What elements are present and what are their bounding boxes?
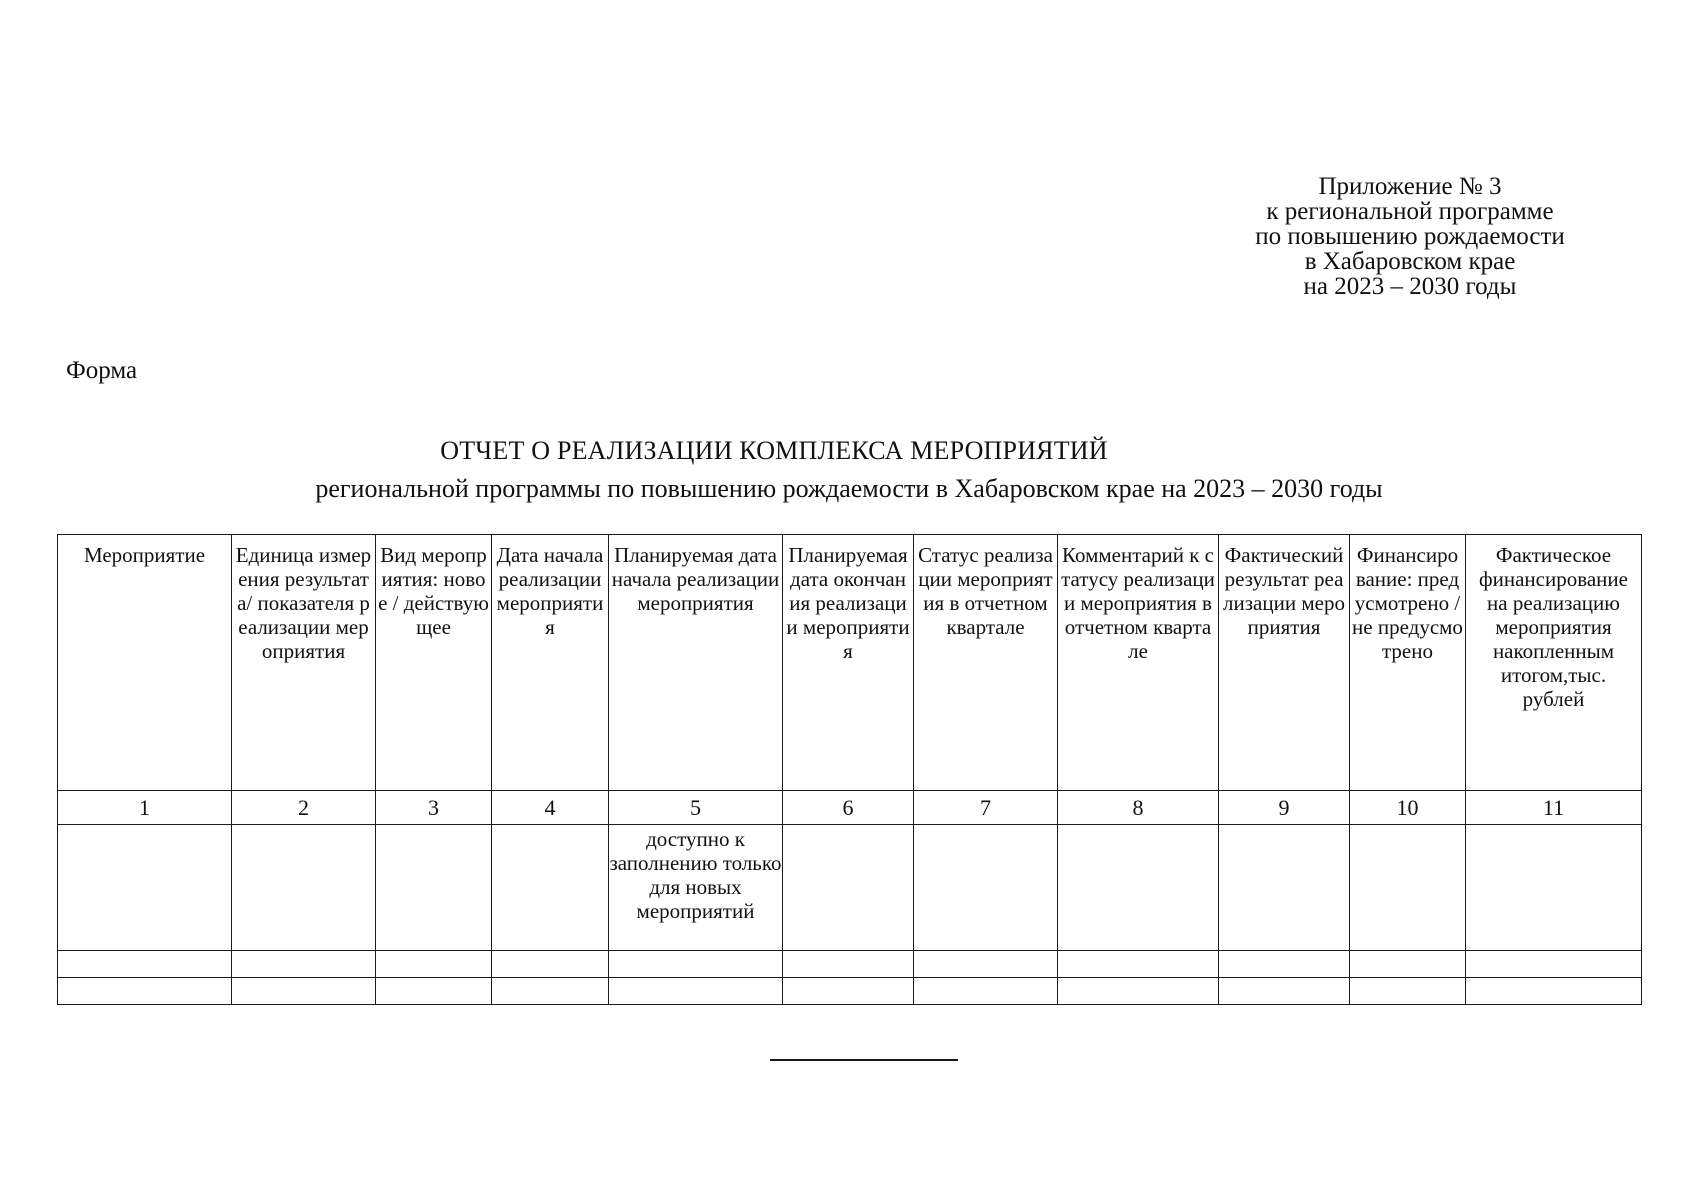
report-table: [57, 534, 1642, 1005]
table-cell[interactable]: [1466, 951, 1642, 978]
column-number: 5: [609, 791, 783, 825]
column-number: 4: [492, 791, 609, 825]
header-cell: Статус реализации мероприятия в отчетном квартале: [914, 535, 1058, 791]
table-cell[interactable]: [1219, 951, 1350, 978]
table-cell[interactable]: [914, 978, 1058, 1005]
header-cell: Дата начала реализации мероприятия: [492, 535, 609, 791]
appendix-block: [1180, 174, 1640, 299]
table-cell[interactable]: [914, 825, 1058, 951]
table-cell[interactable]: [1350, 825, 1466, 951]
title-sub: региональной программы по повышению рождаемости в Хабаровском крае на 2023 – 2030 годы: [315, 474, 1383, 503]
column-number: 2: [232, 791, 376, 825]
column-number: 9: [1219, 791, 1350, 825]
table-cell[interactable]: [1058, 978, 1219, 1005]
table-cell[interactable]: [1058, 951, 1219, 978]
appendix-line: Приложение № 3: [1318, 173, 1502, 200]
header-cell: Планируемая дата окончания реализации мероприятия: [783, 535, 914, 791]
table-cell[interactable]: [376, 951, 492, 978]
document-title: [0, 435, 1698, 505]
appendix-line: на 2023 – 2030 годы: [1303, 273, 1517, 300]
column-number-row: [58, 791, 1642, 825]
header-cell: Вид мероприятия: новое / действующее: [376, 535, 492, 791]
table-cell[interactable]: [492, 978, 609, 1005]
table-cell[interactable]: [232, 978, 376, 1005]
table-cell[interactable]: [783, 825, 914, 951]
header-cell: Фактическое финансирование на реализацию мероприятия накопленным итогом,тыс. рублей: [1466, 535, 1642, 791]
table-cell[interactable]: [1350, 978, 1466, 1005]
column-number: 6: [783, 791, 914, 825]
column-number: 10: [1350, 791, 1466, 825]
table-cell[interactable]: [376, 825, 492, 951]
table-cell[interactable]: [58, 978, 232, 1005]
table-cell[interactable]: [1219, 825, 1350, 951]
table-cell[interactable]: [58, 825, 232, 951]
table-row: [58, 825, 1642, 951]
table-cell[interactable]: [914, 951, 1058, 978]
table-row: [58, 978, 1642, 1005]
header-cell: Комментарий к статусу реализации мероприятия вотчетном квартале: [1058, 535, 1219, 791]
table-cell-note[interactable]: доступно к заполнению только для новых мероприятий: [609, 825, 783, 951]
table-cell[interactable]: [1219, 978, 1350, 1005]
table-cell[interactable]: [1350, 951, 1466, 978]
table-cell[interactable]: [609, 978, 783, 1005]
table-cell[interactable]: [783, 951, 914, 978]
table-cell[interactable]: [1466, 978, 1642, 1005]
table-cell[interactable]: [376, 978, 492, 1005]
form-label: Форма: [66, 357, 138, 384]
table-cell[interactable]: [492, 825, 609, 951]
column-number: 8: [1058, 791, 1219, 825]
table-row: [58, 951, 1642, 978]
header-row: [58, 535, 1642, 791]
table-cell[interactable]: [232, 825, 376, 951]
title-main: ОТЧЕТ О РЕАЛИЗАЦИИ КОМПЛЕКСА МЕРОПРИЯТИЙ: [440, 436, 1108, 465]
table-cell[interactable]: [232, 951, 376, 978]
table-cell[interactable]: [1058, 825, 1219, 951]
column-number: 1: [58, 791, 232, 825]
table-cell[interactable]: [783, 978, 914, 1005]
appendix-line: к региональной программе: [1266, 198, 1554, 225]
footer-divider: [770, 1059, 958, 1061]
table-cell[interactable]: [58, 951, 232, 978]
table-cell[interactable]: [609, 951, 783, 978]
header-cell: Планируемая дата начала реализации мероприятия: [609, 535, 783, 791]
column-number: 11: [1466, 791, 1642, 825]
column-number: 3: [376, 791, 492, 825]
appendix-line: по повышению рождаемости: [1255, 223, 1565, 250]
header-cell: Мероприятие: [58, 535, 232, 791]
header-cell: Единица измерения результата/ показателя реализации мероприятия: [232, 535, 376, 791]
column-number: 7: [914, 791, 1058, 825]
header-cell: Фактический результат реализации мероприятия: [1219, 535, 1350, 791]
header-cell: Финансирование: предусмотрено / не предусмотрено: [1350, 535, 1466, 791]
table-cell[interactable]: [1466, 825, 1642, 951]
table-cell[interactable]: [492, 951, 609, 978]
appendix-line: в Хабаровском крае: [1304, 248, 1516, 275]
